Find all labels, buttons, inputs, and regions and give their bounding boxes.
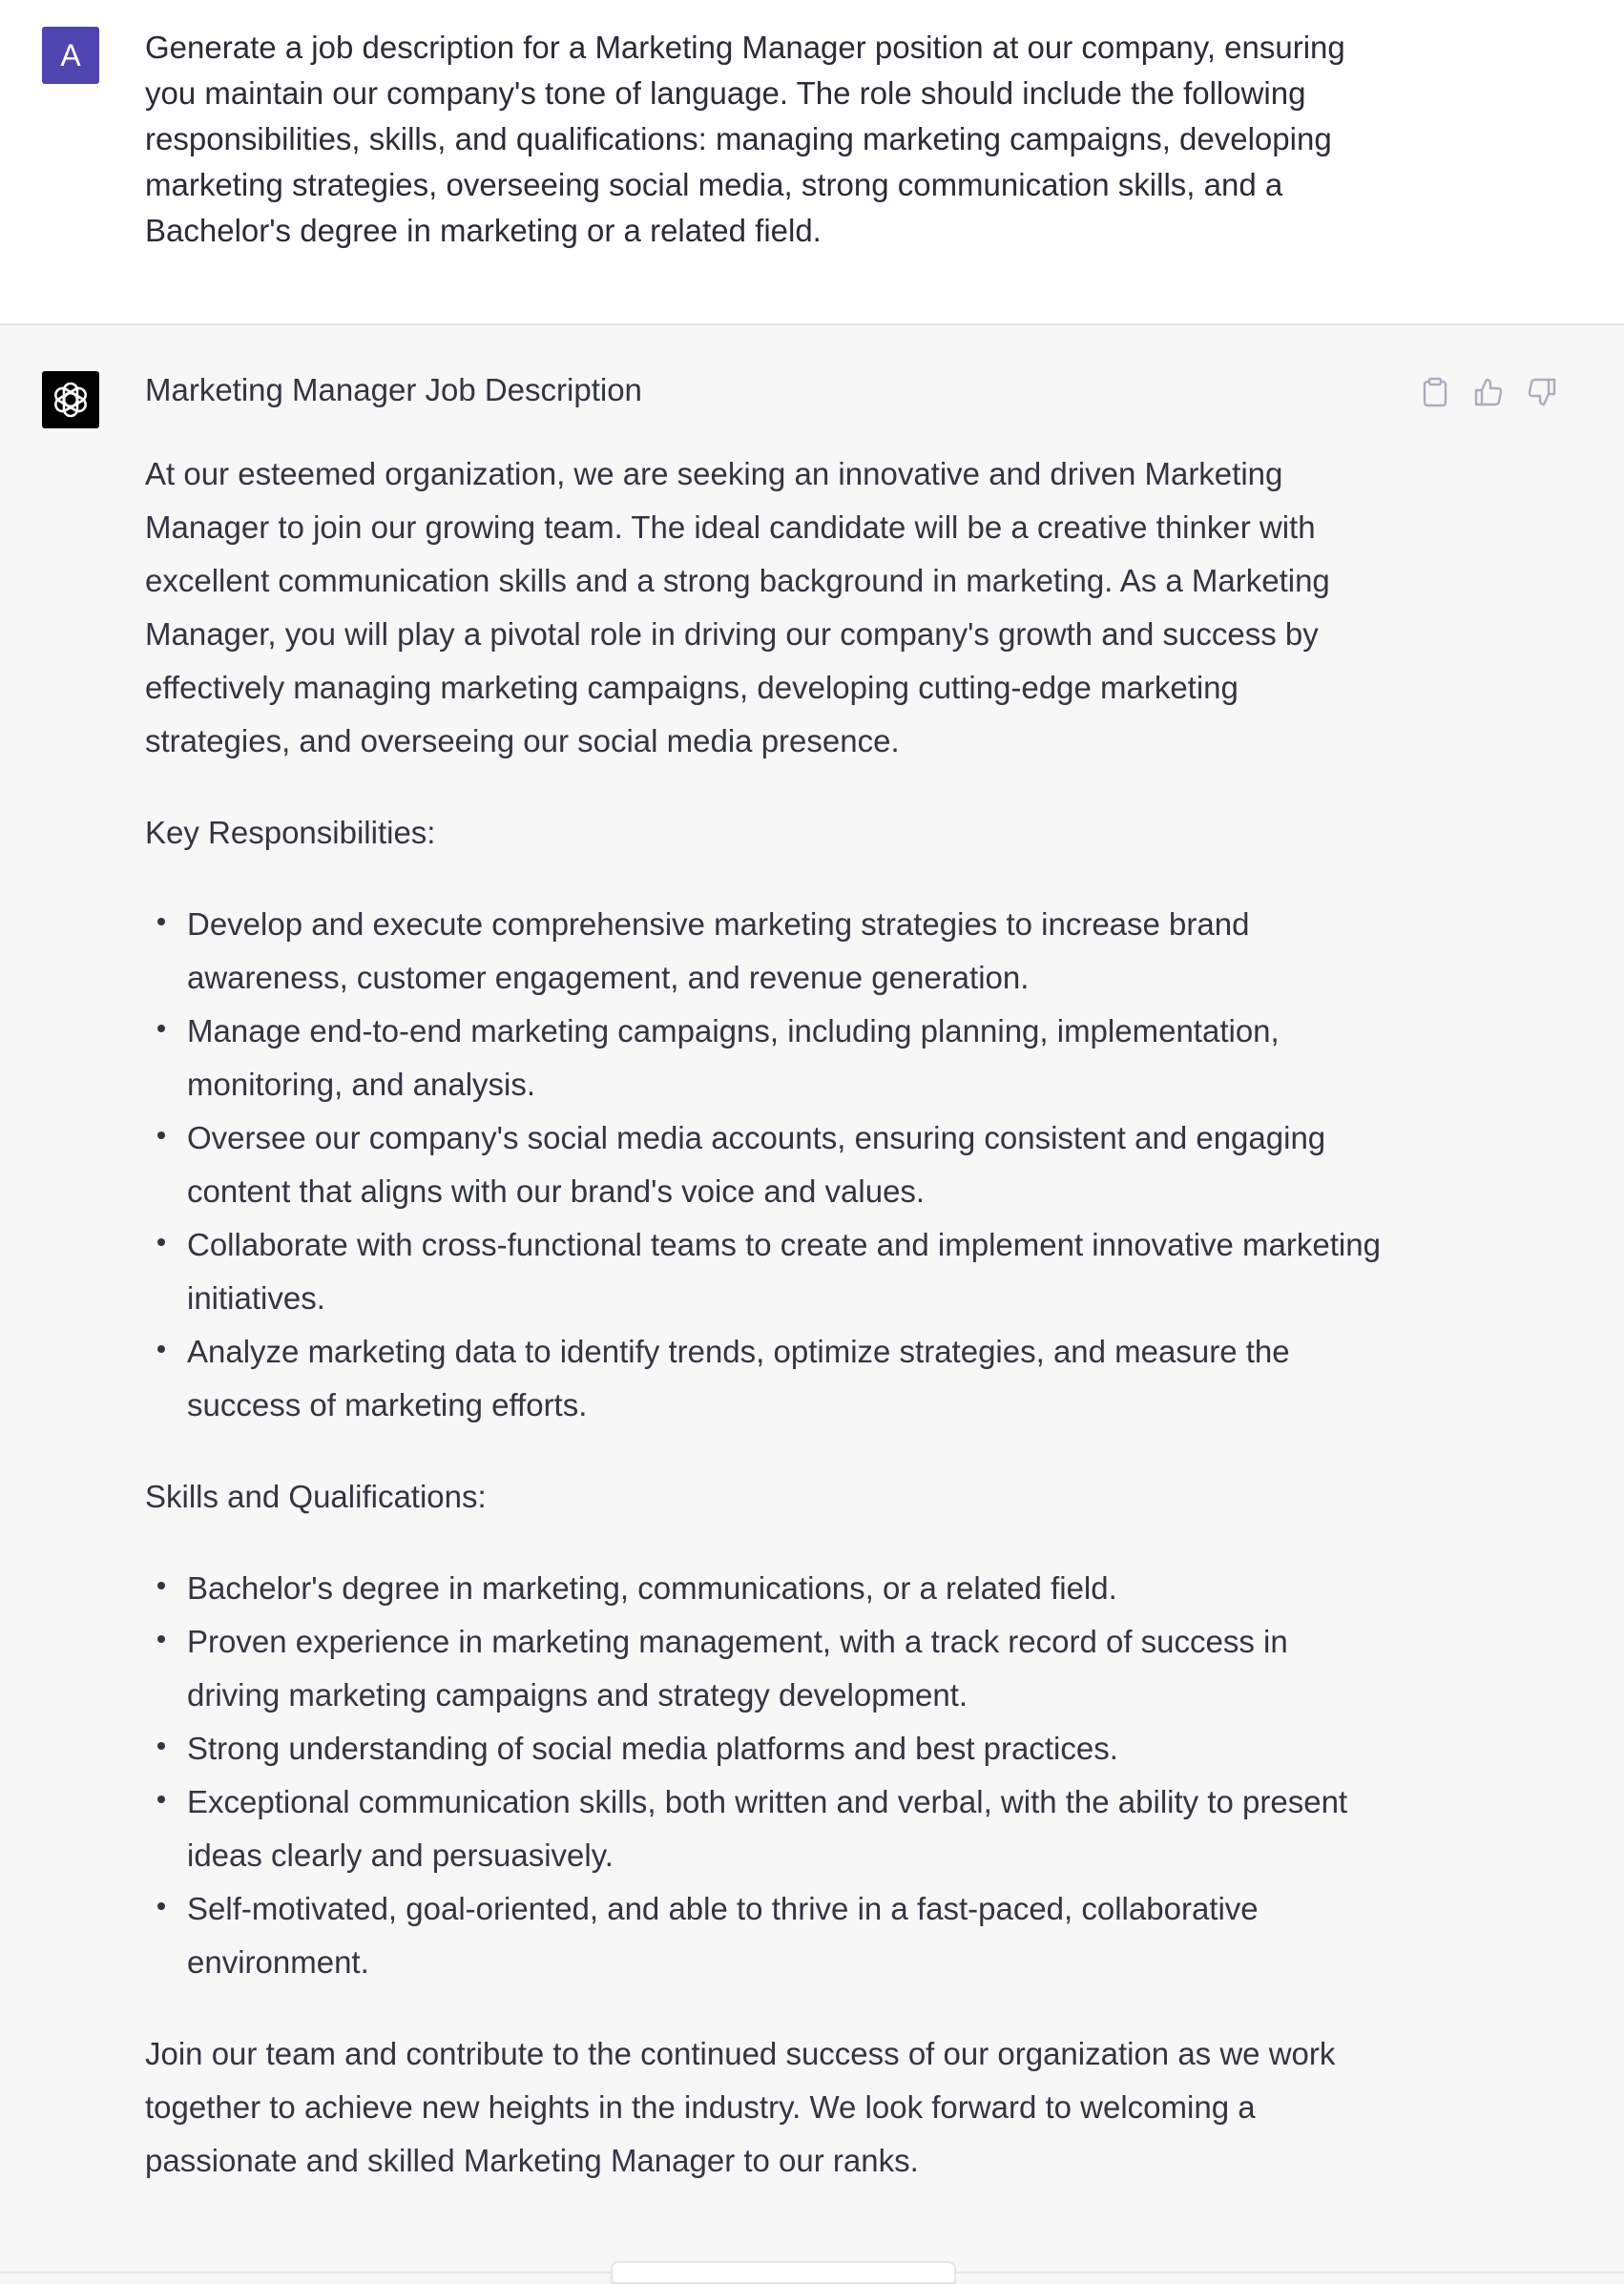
list-item: Proven experience in marketing management, with a track record of success in driving marketing campaigns and strategy development. — [187, 1615, 1385, 1722]
list-item: Develop and execute comprehensive marketing strategies to increase brand awareness, customer engagement, and revenue generation. — [187, 898, 1385, 1005]
skills-heading: Skills and Qualifications: — [145, 1479, 487, 1514]
list-item: Manage end-to-end marketing campaigns, including planning, implementation, monitoring, and analysis. — [187, 1005, 1385, 1111]
list-item: Self-motivated, goal-oriented, and able to thrive in a fast-paced, collaborative environment. — [187, 1882, 1385, 1989]
list-item: Oversee our company's social media accounts, ensuring consistent and engaging content that aligns with our brand's voice and values. — [187, 1111, 1385, 1218]
thumbs-up-icon — [1473, 377, 1504, 407]
list-item: Strong understanding of social media platforms and best practices. — [187, 1722, 1385, 1775]
openai-logo-icon — [50, 379, 92, 421]
user-message-text: Generate a job description for a Marketing Manager position at our company, ensuring you maintain our company's tone of language. The role should include the following responsibilities, skills, and qualifications: managing marketing campaigns, developing marketing strategies, overseeing social media, strong communication skills, and a Bachelor's degree in marketing or a related field. — [145, 30, 1345, 248]
assistant-avatar — [42, 371, 99, 428]
response-title: Marketing Manager Job Description — [145, 372, 642, 407]
thumbs-down-icon — [1527, 377, 1557, 407]
assistant-message-content — [145, 373, 1385, 2226]
list-item: Analyze marketing data to identify trends, optimize strategies, and measure the success of marketing efforts. — [187, 1325, 1385, 1432]
user-message-row — [0, 0, 1624, 325]
list-item: Collaborate with cross-functional teams to create and implement innovative marketing initiatives. — [187, 1218, 1385, 1325]
skills-list — [145, 1562, 1385, 1989]
clipboard-icon — [1421, 377, 1449, 407]
copy-button[interactable] — [1420, 377, 1450, 407]
closing-paragraph: Join our team and contribute to the continued success of our organization as we work together to achieve new heights in the industry. We look forward to welcoming a passionate and skilled Marketing Manager to our ranks. — [145, 2036, 1336, 2178]
list-item: Bachelor's degree in marketing, communications, or a related field. — [187, 1562, 1385, 1615]
responsibilities-list — [145, 898, 1385, 1432]
responsibilities-heading: Key Responsibilities: — [145, 815, 436, 850]
thumbs-down-button[interactable] — [1527, 377, 1557, 407]
thumbs-up-button[interactable] — [1473, 377, 1504, 407]
user-avatar: A — [42, 27, 99, 84]
intro-paragraph: At our esteemed organization, we are seeking an innovative and driven Marketing Manager to join our growing team. The ideal candidate will be a creative thinker with excellent communication skills and a strong background in marketing. As a Marketing Manager, you will play a pivotal role in driving our company's growth and success by effectively managing marketing campaigns, developing cutting-edge marketing strategies, and overseeing our social media presence. — [145, 456, 1330, 758]
regenerate-button-edge[interactable] — [611, 2261, 956, 2284]
message-actions — [1420, 377, 1557, 407]
list-item: Exceptional communication skills, both written and verbal, with the ability to present ideas clearly and persuasively. — [187, 1775, 1385, 1882]
assistant-message-row — [0, 325, 1624, 2272]
